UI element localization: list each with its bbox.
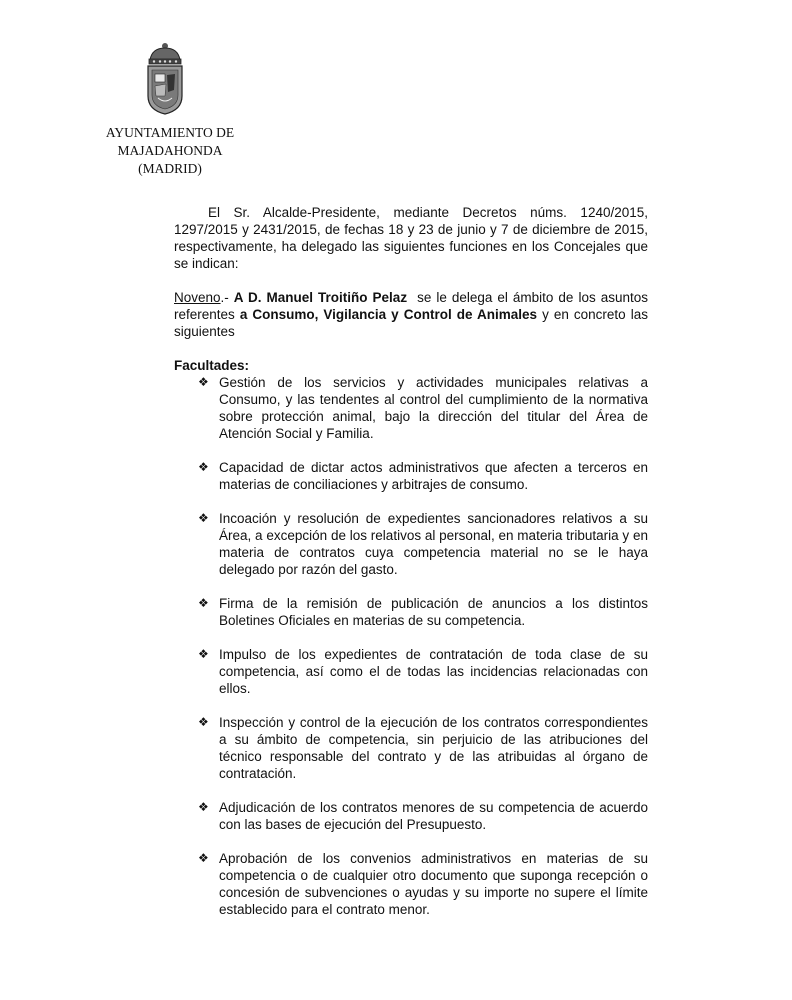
diamond-bullet-icon: ❖ xyxy=(198,596,209,610)
diamond-bullet-icon: ❖ xyxy=(198,511,209,525)
org-name-line1: AYUNTAMIENTO DE xyxy=(105,125,235,140)
list-item xyxy=(174,459,648,493)
delegation-paragraph xyxy=(174,289,652,340)
organization-header xyxy=(90,124,250,178)
facultades-list xyxy=(174,374,648,918)
intro-paragraph: El Sr. Alcalde-Presidente, mediante Decretos núms. 1240/2015, 1297/2015 y 2431/2015, de fechas 18 y 23 de junio y 7 de diciembre de 2015, respectivamente, ha delegado las siguientes funciones en los Concejales que se indican: xyxy=(174,205,648,271)
diamond-bullet-icon: ❖ xyxy=(198,647,209,661)
list-item-text: Impulso de los expedientes de contratación de toda clase de su competencia, así como el de todas las incidencias relacionadas con ellos. xyxy=(219,647,648,696)
list-item-text: Inspección y control de la ejecución de los contratos correspondientes a su ámbito de competencia, sin perjuicio de las atribuciones del técnico responsable del contrato y de las atribuidas al órgano de contratación. xyxy=(219,715,648,781)
list-item xyxy=(174,595,648,629)
delegation-text-1: se le delega el ámbito de los asuntos referentes xyxy=(174,290,652,322)
list-item-text: Incoación y resolución de expedientes sancionadores relativos a su Área, a excepción de los relativos al personal, en materia tributaria y en materia de contratos cuya competencia material no se le haya delegado por razón del gasto. xyxy=(219,511,648,577)
delegation-text-2: y en concreto las siguientes xyxy=(174,307,648,339)
org-name-line2: MAJADAHONDA xyxy=(117,143,223,158)
list-item xyxy=(174,714,648,782)
delegate-name: A D. Manuel Troitiño Pelaz xyxy=(233,290,408,305)
list-item-text: Adjudicación de los contratos menores de su competencia de acuerdo con las bases de ejecución del Presupuesto. xyxy=(219,800,648,832)
delegation-label: Noveno xyxy=(174,290,221,305)
list-item-text: Aprobación de los convenios administrativos en materias de su competencia o de cualquier otro documento que suponga recepción o concesión de subvenciones o ayudas y su importe no supere el límite establecido para el contrato menor. xyxy=(219,851,648,917)
list-item xyxy=(174,374,648,442)
list-item-text: Firma de la remisión de publicación de anuncios a los distintos Boletines Oficiales en materias de su competencia. xyxy=(219,596,648,628)
coat-of-arms-icon xyxy=(140,40,190,116)
document-body xyxy=(174,204,652,935)
org-region: (MADRID) xyxy=(138,161,202,176)
list-item xyxy=(174,646,648,697)
diamond-bullet-icon: ❖ xyxy=(198,715,209,729)
list-item-text: Gestión de los servicios y actividades municipales relativas a Consumo, y las tendentes al control del cumplimiento de la normativa sobre protección animal, bajo la dirección del titular del Área de Atención Social y Familia. xyxy=(219,375,648,441)
diamond-bullet-icon: ❖ xyxy=(198,460,209,474)
facultades-heading: Facultades: xyxy=(174,358,250,373)
diamond-bullet-icon: ❖ xyxy=(198,851,209,865)
diamond-bullet-icon: ❖ xyxy=(198,375,209,389)
list-item-text: Capacidad de dictar actos administrativos que afecten a terceros en materias de conciliaciones y arbitrajes de consumo. xyxy=(219,460,648,492)
list-item xyxy=(174,850,648,918)
list-item xyxy=(174,510,648,578)
list-item xyxy=(174,799,648,833)
delegation-area: a Consumo, Vigilancia y Control de Animales xyxy=(239,307,538,322)
delegation-separator: .- xyxy=(220,290,234,305)
diamond-bullet-icon: ❖ xyxy=(198,800,209,814)
